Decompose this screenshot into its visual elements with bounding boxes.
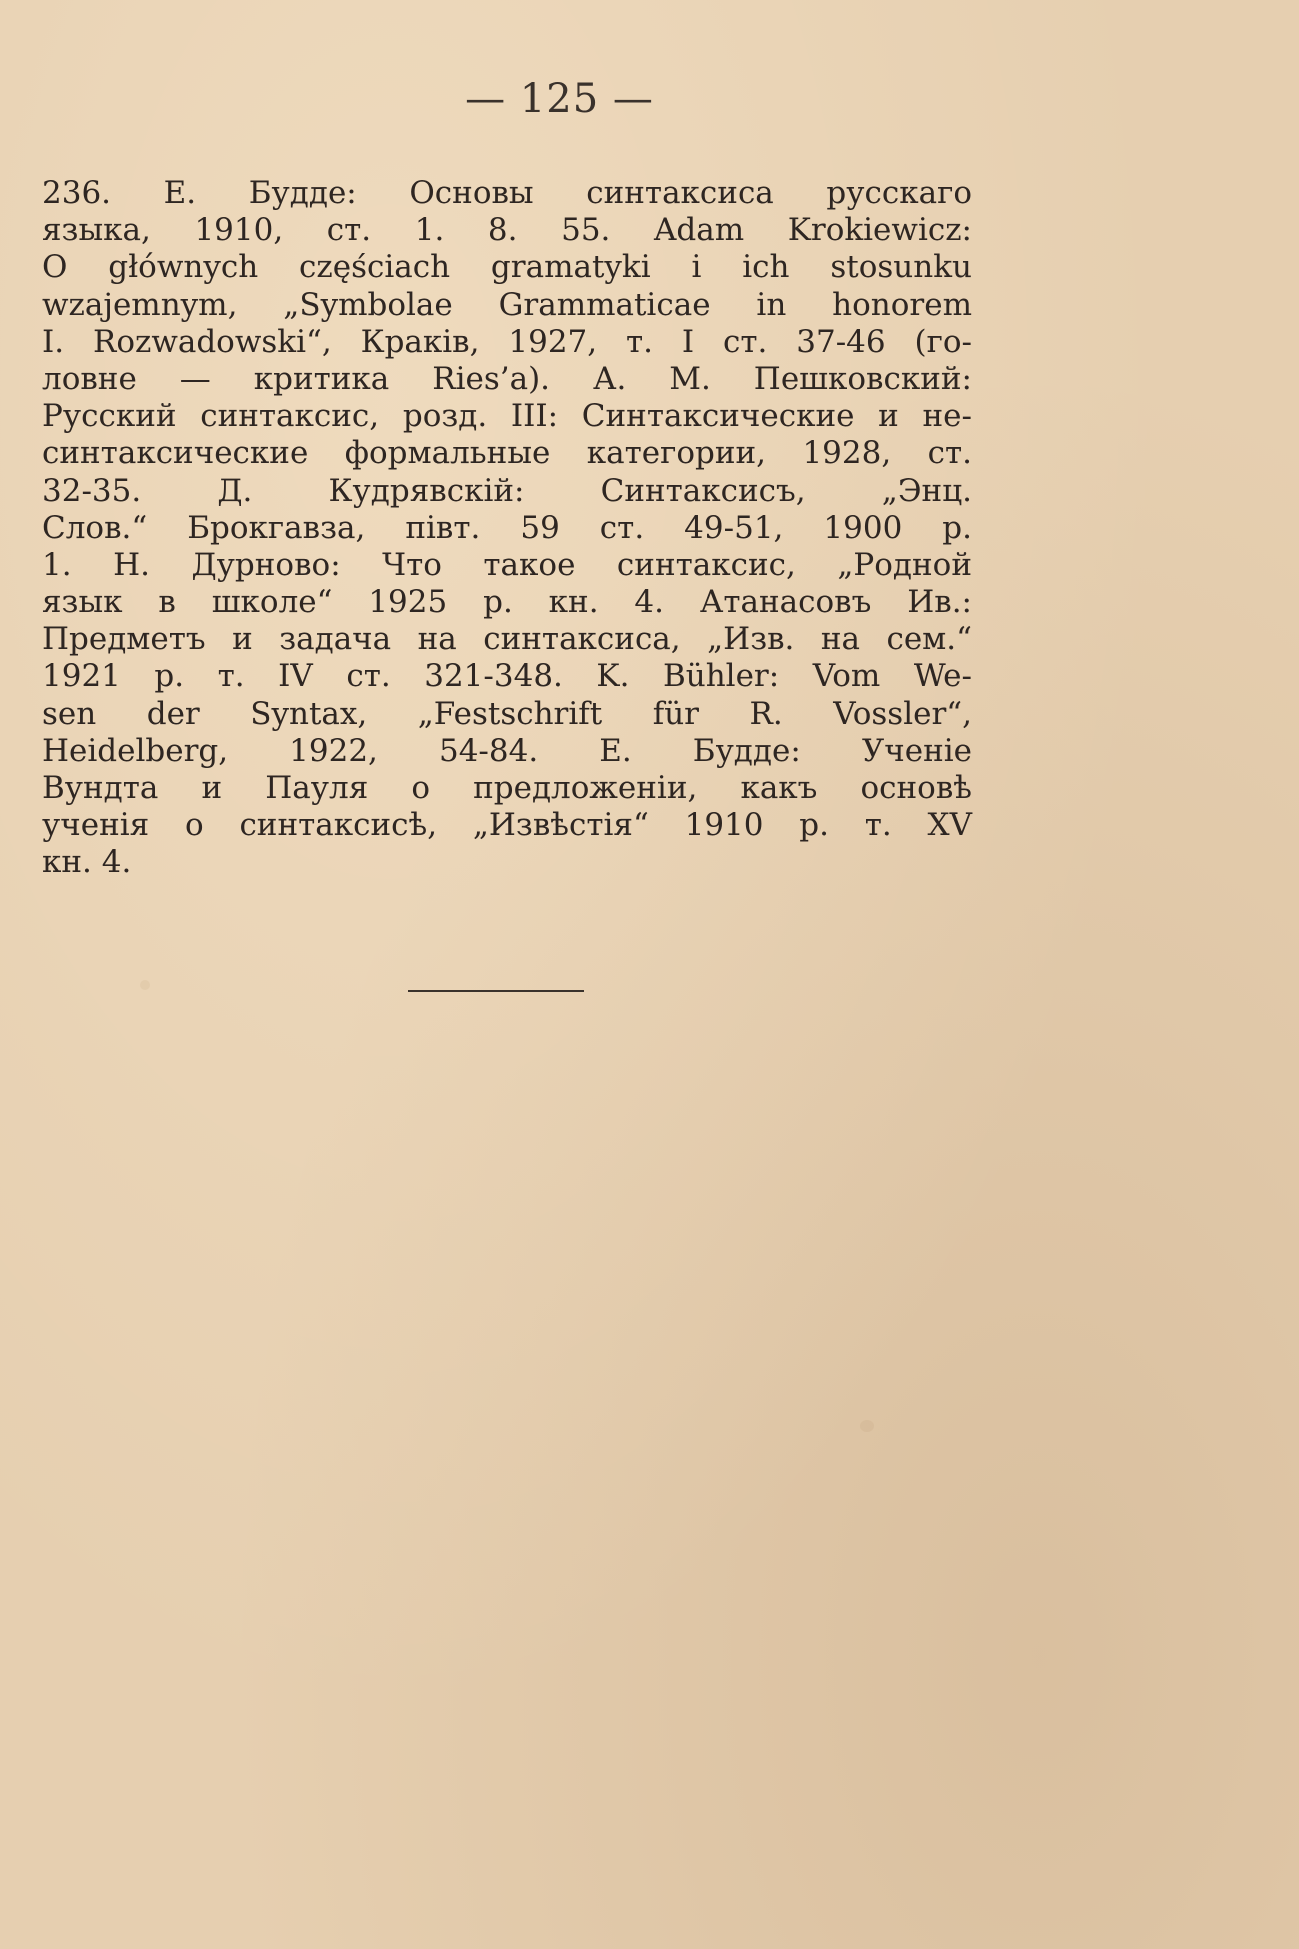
text-line: O głównych częściach gramatyki i ich stosunku [42, 249, 972, 286]
text-line: Предметъ и задача на синтаксиса, „Изв. на сем.“ [42, 621, 972, 658]
text-line: 1. Н. Дурново: Что такое синтаксис, „Родной [42, 546, 972, 583]
text-line: 1921 р. т. IV ст. 321-348. K. Bühler: Vom We- [42, 658, 972, 695]
text-line: Heidelberg, 1922, 54-84. Е. Будде: Ученіе [42, 732, 972, 769]
page-number: — 125 — [465, 76, 654, 122]
text-line: синтаксические формальные категории, 1928, ст. [42, 435, 972, 472]
text-line: язык в школе“ 1925 р. кн. 4. Атанасовъ Ив.: [42, 584, 972, 621]
text-line: 32-35. Д. Кудрявскій: Синтаксисъ, „Энц. [42, 472, 972, 509]
text-line: языка, 1910, ст. 1. 8. 55. Adam Krokiewicz: [42, 212, 972, 249]
text-line: ученія о синтаксисѣ, „Извѣстія“ 1910 р. т. XV [42, 807, 972, 844]
section-divider [408, 990, 584, 992]
text-line: ловне — критика Ries’a). А. М. Пешковский: [42, 360, 972, 397]
text-line: Вундта и Пауля о предложеніи, какъ основѣ [42, 770, 972, 806]
bibliography-paragraph [42, 175, 972, 882]
text-line: Русский синтаксис, розд. III: Синтаксические и не- [42, 398, 972, 435]
text-line: wzajemnym, „Symbolae Grammaticae in honorem [42, 286, 972, 323]
text-line: Слов.“ Брокгавза, півт. 59 ст. 49-51, 1900 р. [42, 509, 972, 546]
text-line: sen der Syntax, „Festschrift für R. Vossler“, [42, 695, 972, 732]
paper-stain [860, 1420, 874, 1432]
text-line: кн. 4. [42, 844, 132, 881]
text-line: I. Rozwadowski“, Краків, 1927, т. I ст. 37-46 (го- [42, 323, 972, 360]
text-line: 236. Е. Будде: Основы синтаксиса русскаго [42, 175, 972, 211]
paper-stain [140, 980, 150, 990]
